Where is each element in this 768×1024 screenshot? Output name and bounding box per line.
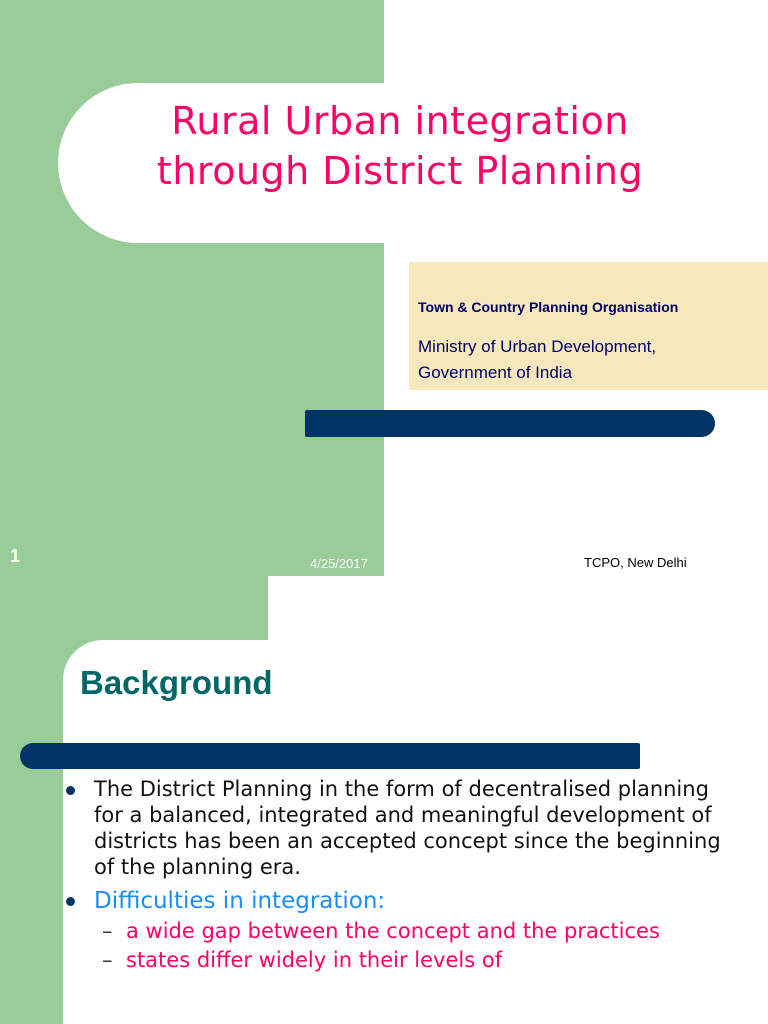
sub-bullet-text: states differ widely in their levels of — [126, 948, 503, 972]
sub-bullet-text: a wide gap between the concept and the practices — [126, 919, 660, 943]
organisation-name: Town & Country Planning Organisation — [418, 299, 679, 315]
list-item — [62, 776, 724, 880]
bullet-icon — [66, 786, 75, 795]
slide-date: 4/25/2017 — [310, 556, 368, 571]
sub-list-item — [62, 947, 686, 974]
slide-footer: TCPO, New Delhi — [584, 555, 687, 570]
bullet-text: Difficulties in integration: — [94, 888, 386, 914]
divider-bar — [20, 743, 640, 769]
dash-icon: – — [102, 919, 113, 943]
government-name: Government of India — [418, 363, 573, 382]
background-slide — [0, 576, 768, 1024]
title-line-1: Rural Urban integration — [171, 99, 629, 143]
slide-heading: Background — [80, 664, 273, 701]
bullet-icon — [66, 897, 75, 906]
divider-bar — [305, 410, 715, 437]
slide-number: 1 — [10, 546, 21, 566]
dash-icon: – — [102, 948, 113, 972]
slide-title — [60, 96, 740, 196]
list-item — [62, 886, 752, 916]
bullet-text: The District Planning in the form of decentralised planning for a balanced, integrated and meaningful development of districts has been an accepted concept since the beginning of the planning era. — [94, 777, 721, 879]
sub-list-item — [62, 918, 686, 945]
title-line-2: through District Planning — [156, 149, 644, 193]
bullet-list — [62, 776, 752, 974]
ministry-name: Ministry of Urban Development, — [418, 337, 657, 356]
